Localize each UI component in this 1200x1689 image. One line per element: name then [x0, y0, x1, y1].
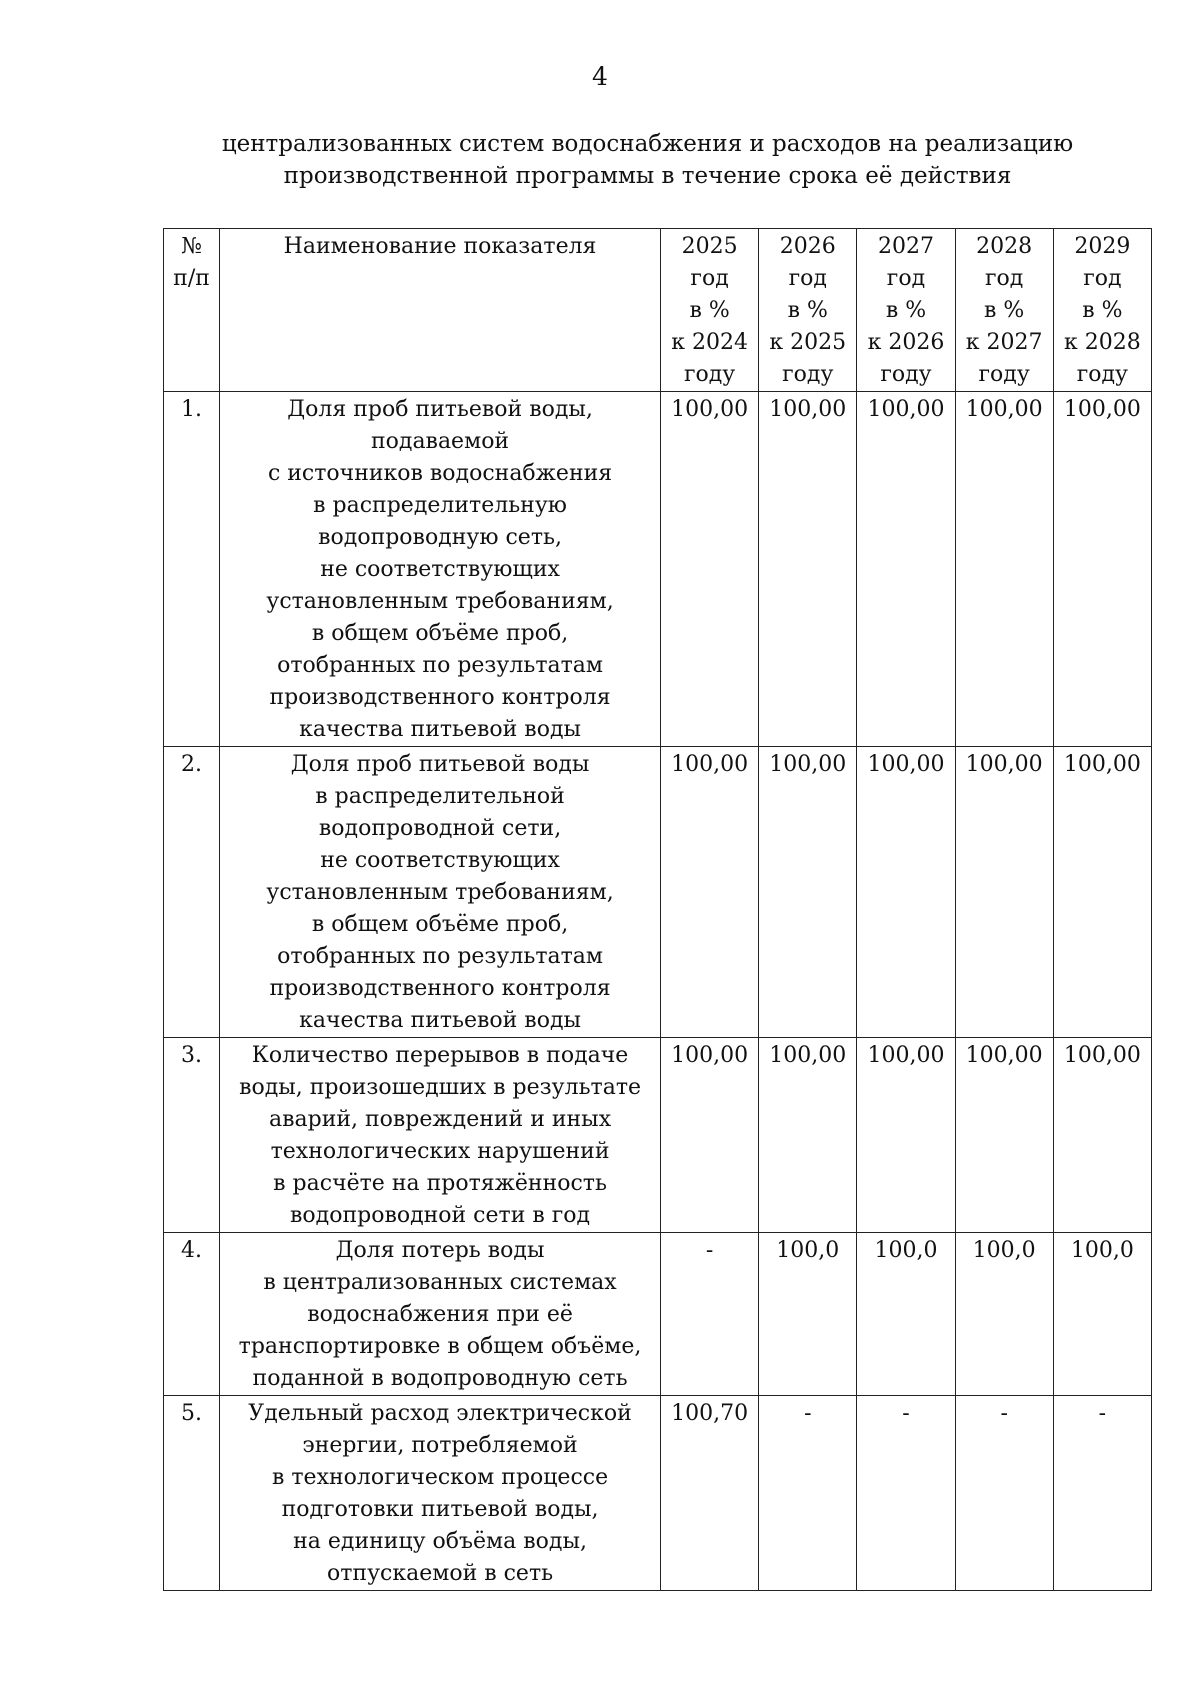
indicator-name — [220, 1396, 661, 1591]
indicator-line: аварий, повреждений и иных — [269, 1107, 612, 1132]
indicator-line: производственного контроля — [269, 685, 611, 710]
indicator-line: отпускаемой в сеть — [326, 1561, 554, 1586]
header-indicator-name: Наименование показателя — [220, 229, 661, 392]
indicator-line: в технологическом процессе — [272, 1465, 609, 1490]
indicator-line: качества питьевой воды — [299, 1008, 581, 1033]
value-cell: - — [955, 1396, 1053, 1591]
header-line: год — [984, 266, 1024, 291]
value-cell: - — [661, 1233, 759, 1396]
header-line: год — [886, 266, 926, 291]
indicator-name — [220, 747, 661, 1038]
row-number: 2. — [164, 747, 220, 1038]
value-cell: 100,00 — [1053, 1038, 1151, 1233]
indicator-line: транспортировке в общем объёме, — [238, 1334, 642, 1359]
value-cell: 100,00 — [1053, 747, 1151, 1038]
indicator-line: не соответствующих — [320, 557, 560, 582]
header-line: к 2026 — [867, 330, 945, 355]
indicator-line: производственного контроля — [269, 976, 611, 1001]
indicator-line: Доля потерь воды — [335, 1238, 545, 1263]
indicator-line: водоснабжения при её — [307, 1302, 573, 1327]
header-line: 2029 — [1074, 234, 1131, 259]
table-row — [164, 392, 1152, 747]
value-cell: 100,00 — [857, 392, 955, 747]
value-cell: 100,00 — [759, 392, 857, 747]
header-line: год — [1083, 266, 1122, 291]
value-cell: - — [857, 1396, 955, 1591]
indicators-table — [163, 228, 1152, 1591]
indicator-line: в распределительную — [313, 493, 567, 518]
header-line: к 2024 — [671, 330, 748, 355]
indicator-name — [220, 1038, 661, 1233]
value-cell: - — [759, 1396, 857, 1591]
indicator-line: водопроводной сети, — [318, 816, 562, 841]
value-cell: 100,00 — [759, 1038, 857, 1233]
table-row — [164, 747, 1152, 1038]
header-line: 2028 — [976, 234, 1033, 259]
indicator-line: подготовки питьевой воды, — [281, 1497, 599, 1522]
indicator-line: в общем объёме проб, — [311, 621, 569, 646]
indicator-line: водопроводную сеть, — [318, 525, 562, 550]
header-year-2025 — [661, 229, 759, 392]
header-year-2027 — [857, 229, 955, 392]
header-line: п/п — [173, 266, 210, 291]
value-cell: 100,00 — [955, 747, 1053, 1038]
indicator-line: технологических нарушений — [270, 1139, 610, 1164]
header-line: в % — [885, 298, 927, 323]
header-line: 2027 — [877, 234, 934, 259]
header-line: № — [181, 234, 202, 259]
row-number: 1. — [164, 392, 220, 747]
indicator-line: с источников водоснабжения — [267, 461, 613, 486]
table-row — [164, 1396, 1152, 1591]
value-cell: 100,0 — [759, 1233, 857, 1396]
header-line: год — [690, 266, 729, 291]
header-line: году — [978, 362, 1030, 387]
indicator-line: Доля проб питьевой воды — [290, 752, 590, 777]
value-cell: 100,00 — [857, 747, 955, 1038]
table-header-row — [164, 229, 1152, 392]
value-cell: 100,00 — [661, 392, 759, 747]
indicator-line: в общем объёме проб, — [311, 912, 569, 937]
indicator-line: в централизованных системах — [263, 1270, 617, 1295]
indicator-line: не соответствующих — [320, 848, 560, 873]
value-cell: 100,00 — [955, 392, 1053, 747]
header-line: в % — [689, 298, 730, 323]
header-line: к 2027 — [965, 330, 1043, 355]
indicator-line: на единицу объёма воды, — [293, 1529, 587, 1554]
header-line: 2026 — [779, 234, 836, 259]
header-line: году — [1076, 362, 1128, 387]
row-number: 4. — [164, 1233, 220, 1396]
indicator-name — [220, 392, 661, 747]
value-cell: 100,00 — [661, 1038, 759, 1233]
header-year-2028 — [955, 229, 1053, 392]
indicator-name — [220, 1233, 661, 1396]
indicator-line: водопроводной сети в год — [290, 1203, 591, 1228]
value-cell: 100,0 — [955, 1233, 1053, 1396]
indicator-line: отобранных по результатам — [277, 944, 604, 969]
indicator-line: Удельный расход электрической — [248, 1401, 632, 1426]
page-number: 4 — [592, 62, 608, 91]
row-number: 3. — [164, 1038, 220, 1233]
value-cell: - — [1053, 1396, 1151, 1591]
table-row — [164, 1233, 1152, 1396]
indicator-line: подаваемой — [370, 429, 510, 454]
table-row — [164, 1038, 1152, 1233]
indicator-line: воды, произошедших в результате — [239, 1075, 642, 1100]
indicator-line: отобранных по результатам — [277, 653, 604, 678]
value-cell: 100,70 — [661, 1396, 759, 1591]
header-line: 2025 — [681, 234, 738, 259]
value-cell: 100,00 — [955, 1038, 1053, 1233]
indicator-line: установленным требованиям, — [266, 589, 614, 614]
header-line: год — [788, 266, 827, 291]
heading-line: производственной программы в течение срока её действия — [283, 163, 1012, 189]
indicator-line: установленным требованиям, — [266, 880, 614, 905]
header-line: к 2028 — [1064, 330, 1141, 355]
value-cell: 100,00 — [1053, 392, 1151, 747]
header-line: к 2025 — [769, 330, 847, 355]
indicator-line: энергии, потребляемой — [302, 1433, 578, 1458]
header-year-2029 — [1053, 229, 1151, 392]
header-line: году — [782, 362, 834, 387]
value-cell: 100,0 — [1053, 1233, 1151, 1396]
header-year-2026 — [759, 229, 857, 392]
row-number: 5. — [164, 1396, 220, 1591]
header-line: году — [683, 362, 736, 387]
value-cell: 100,0 — [857, 1233, 955, 1396]
value-cell: 100,00 — [759, 747, 857, 1038]
heading-line: централизованных систем водоснабжения и расходов на реализацию — [221, 131, 1074, 157]
value-cell: 100,00 — [857, 1038, 955, 1233]
header-line: в % — [787, 298, 828, 323]
header-line: в % — [984, 298, 1025, 323]
indicator-line: в расчёте на протяжённость — [273, 1171, 607, 1196]
indicator-line: в распределительной — [315, 784, 565, 809]
indicator-line: Доля проб питьевой воды, — [287, 397, 593, 422]
indicator-line: качества питьевой воды — [299, 717, 581, 742]
header-line: году — [880, 362, 932, 387]
indicator-line: поданной в водопроводную сеть — [252, 1366, 628, 1391]
indicator-line: Количество перерывов в подаче — [251, 1043, 629, 1068]
table-heading — [180, 128, 1115, 192]
header-line: в % — [1082, 298, 1123, 323]
header-number — [164, 229, 220, 392]
value-cell: 100,00 — [661, 747, 759, 1038]
